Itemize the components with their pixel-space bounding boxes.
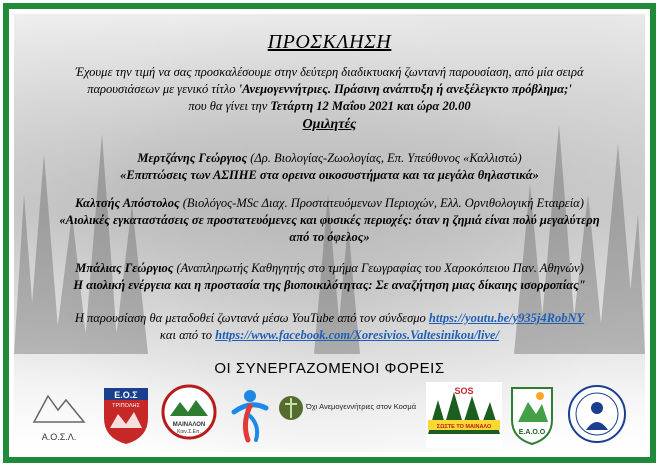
speaker-3-talk: Η αιολική ενέργεια και η προστασία της βιοποικιλότητας: Σε αναζήτηση μιας δίκαιης ισορροπίας" <box>73 278 586 292</box>
oxi-anemogennitries-emblem <box>276 382 306 448</box>
broadcast-line-1 <box>14 310 645 327</box>
intro-line-2-prefix: παρουσιάσεων με γενικό τίτλο <box>87 82 239 96</box>
partner-logos <box>14 382 645 452</box>
eos-logo-line-2: ΤΡΙΠΟΛΗΣ <box>112 403 140 409</box>
series-title: 'Ανεμογεννήτριες. Πράσινη ανάπτυξη ή ανεξέλεγκτο πρόβλημα;' <box>238 82 572 96</box>
eos-tripolis-logo <box>100 382 152 448</box>
intro-line-1: Έχουμε την τιμή να σας προσκαλέσουμε στην δεύτερη διαδικτυακή ζωντανή παρουσίαση, από μία σειρά <box>75 65 584 79</box>
speaker-3-affiliation: (Αναπληρωτής Καθηγητής στο τμήμα Γεωγραφίας του Χαροκόπειου Παν. Αθηνών) <box>173 261 584 275</box>
eaoo-logo-label: Ε.Α.Ο.Ο <box>518 429 546 436</box>
speaker-1-name: Μερτζάνης Γεώργιος <box>137 151 248 165</box>
sos-mainalo-logo <box>426 382 502 448</box>
broadcast-line-2 <box>14 327 645 344</box>
speakers-heading: Ομιλητές <box>302 117 357 132</box>
page-title: ΠΡΟΣΚΛΗΣΗ <box>267 31 392 53</box>
youtube-link[interactable]: https://youtu.be/y935j4RobNY <box>428 311 585 325</box>
intro-line-3-prefix: που θα γίνει την <box>188 99 271 113</box>
event-date: Τετάρτη 12 Μαΐου 2021 και ώρα 20.00 <box>270 99 471 113</box>
speaker-3-name: Μπάλιας Γεώργιος <box>75 261 174 275</box>
eaoo-logo <box>508 382 556 448</box>
eos-logo-line-1: Ε.Ο.Σ <box>114 390 138 400</box>
speaker-2-name: Καλτσής Απόστολος <box>75 196 180 210</box>
sos-logo-top: SOS <box>454 386 474 396</box>
speaker-2-talk-line-1: «Αιολικές εγκαταστάσεις σε προστατευόμενες και φυσικές περιοχές: όταν η ζημιά είναι πολύ μεγαλύτερη <box>59 213 600 227</box>
broadcast-line-1-prefix: Η παρουσίαση θα μεταδοθεί ζωντανά μέσω YouTube από τον σύνδεσμο <box>74 311 429 325</box>
intro-line-3 <box>14 98 645 115</box>
aosl-logo-label: Α.Ο.Σ.Λ. <box>41 432 77 442</box>
partners-title: ΟΙ ΣΥΝΕΡΓΑΖΟΜΕΝΟΙ ΦΟΡΕΙΣ <box>214 360 445 377</box>
sos-logo-band: ΣΩΣΤΕ ΤΟ ΜΑΙΝΑΛΟ <box>436 424 492 430</box>
municipal-seal-logo <box>566 382 628 448</box>
facebook-link[interactable]: https://www.facebook.com/Xoresivios.Valtesinikou/live/ <box>215 328 500 342</box>
speaker-1-talk: «Επιπτώσεις των ΑΣΠΗΕ στα ορεινα οικοσυστήματα και τα μεγάλα θηλαστικά» <box>120 168 539 182</box>
speaker-2-line <box>14 195 645 212</box>
intro-line-2 <box>14 81 645 98</box>
speaker-3-line <box>14 260 645 277</box>
aosl-logo <box>28 382 90 448</box>
broadcast-line-2-prefix: και από το <box>159 328 216 342</box>
mainalon-logo-line-2: Κοιν.Σ.Επ. <box>177 429 201 435</box>
dancer-figure-logo <box>226 382 272 448</box>
mainalon-logo-line-1: ΜΑΙΝΑΛΟΝ <box>172 422 206 428</box>
speaker-2-affiliation: (Βιολόγος-MSc Διαχ. Προστατευόμενων Περιοχών, Ελλ. Ορνιθολογική Εταιρεία) <box>179 196 584 210</box>
speaker-2-talk-line-2: από το όφελος» <box>289 230 370 244</box>
oxi-anemogennitries-label: Όχι Ανεμογεννήτριες στον Κοσμά <box>306 402 417 411</box>
invitation-content <box>14 14 645 452</box>
mainalon-logo <box>158 382 220 448</box>
speaker-1-line <box>14 150 645 167</box>
speaker-1-affiliation: (Δρ. Βιολογίας-Ζωολογίας, Επ. Υπεύθυνος «Καλλιστώ) <box>247 151 522 165</box>
